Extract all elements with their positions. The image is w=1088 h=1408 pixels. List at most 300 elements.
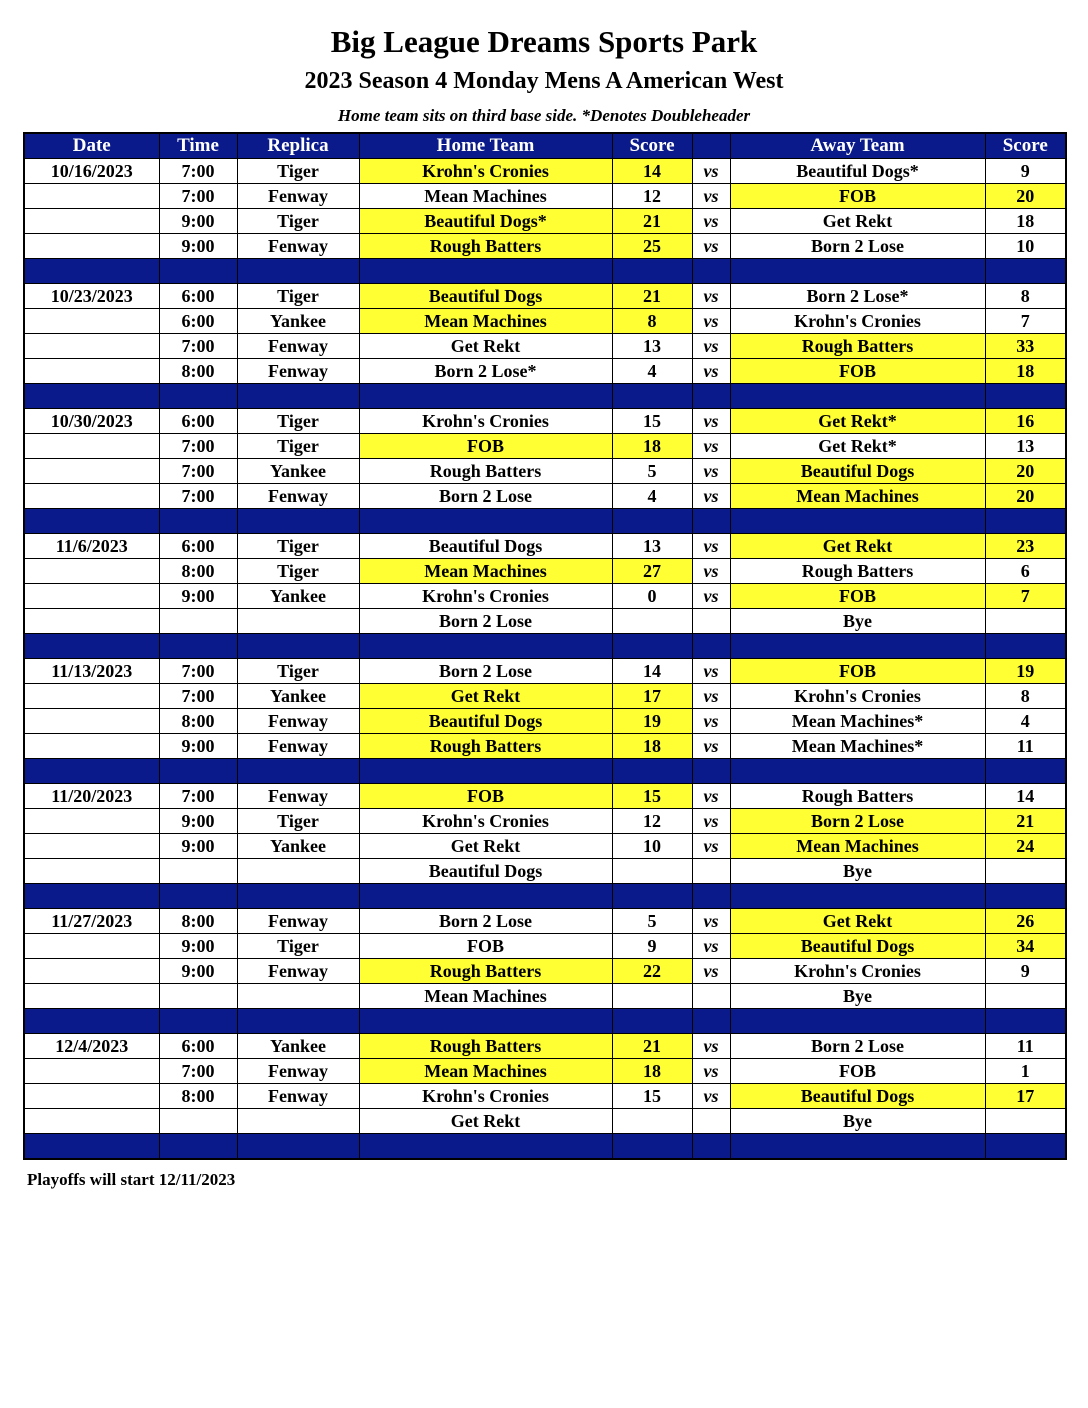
date-cell: 10/16/2023 [24,159,159,184]
away-score-cell: 20 [985,484,1066,509]
separator-cell [24,384,159,409]
game-row [24,959,1066,984]
replica-cell: Tiger [237,434,359,459]
replica-cell: Fenway [237,959,359,984]
separator-cell [692,759,730,784]
vs-cell: vs [692,934,730,959]
game-row [24,234,1066,259]
time-cell: 8:00 [159,1084,237,1109]
separator-cell [985,259,1066,284]
away-score-cell: 14 [985,784,1066,809]
away-team-cell: Beautiful Dogs [730,934,985,959]
replica-cell: Fenway [237,1084,359,1109]
separator-cell [24,884,159,909]
separator-cell [692,884,730,909]
separator-cell [730,884,985,909]
game-row [24,209,1066,234]
replica-cell: Fenway [237,909,359,934]
separator-cell [159,1134,237,1160]
away-team-cell: FOB [730,1059,985,1084]
away-team-cell: Beautiful Dogs [730,459,985,484]
away-score-cell: 19 [985,659,1066,684]
date-cell [24,934,159,959]
date-cell [24,209,159,234]
away-team-cell: Born 2 Lose [730,234,985,259]
separator-cell [985,759,1066,784]
replica-cell: Yankee [237,1034,359,1059]
home-team-cell: FOB [359,434,612,459]
time-cell: 9:00 [159,584,237,609]
date-cell [24,684,159,709]
away-score-cell: 21 [985,809,1066,834]
date-cell [24,1084,159,1109]
date-cell [24,334,159,359]
vs-cell: vs [692,834,730,859]
game-row [24,334,1066,359]
game-row [24,834,1066,859]
away-score-cell: 7 [985,309,1066,334]
separator-cell [359,884,612,909]
time-cell: 6:00 [159,534,237,559]
date-cell [24,959,159,984]
week-separator-row [24,884,1066,909]
time-cell [159,1109,237,1134]
away-score-cell: 23 [985,534,1066,559]
date-cell [24,309,159,334]
home-score-cell: 10 [612,834,692,859]
separator-cell [985,509,1066,534]
time-cell: 9:00 [159,934,237,959]
separator-cell [24,1134,159,1160]
away-score-cell [985,859,1066,884]
separator-cell [159,259,237,284]
home-team-cell: Mean Machines [359,984,612,1009]
separator-cell [730,759,985,784]
home-team-cell: Beautiful Dogs [359,709,612,734]
separator-cell [359,509,612,534]
date-cell [24,184,159,209]
date-cell [24,434,159,459]
replica-cell: Tiger [237,409,359,434]
separator-cell [24,259,159,284]
home-score-cell: 14 [612,159,692,184]
home-team-cell: Rough Batters [359,1034,612,1059]
separator-cell [359,1134,612,1160]
game-row [24,184,1066,209]
game-row [24,734,1066,759]
away-team-cell: Krohn's Cronies [730,684,985,709]
page-title: Big League Dreams Sports Park [330,24,758,59]
header-row [24,133,1066,159]
away-team-cell: Mean Machines* [730,709,985,734]
separator-cell [692,509,730,534]
home-score-cell [612,984,692,1009]
date-cell [24,709,159,734]
separator-cell [612,1009,692,1034]
separator-cell [730,384,985,409]
game-row [24,534,1066,559]
game-row [24,1059,1066,1084]
away-score-cell: 24 [985,834,1066,859]
vs-cell: vs [692,284,730,309]
time-cell: 7:00 [159,184,237,209]
replica-cell: Tiger [237,284,359,309]
time-cell: 8:00 [159,359,237,384]
home-score-cell: 4 [612,359,692,384]
vs-cell: vs [692,359,730,384]
replica-cell: Yankee [237,584,359,609]
date-cell [24,734,159,759]
away-team-cell: Krohn's Cronies [730,959,985,984]
separator-cell [985,1009,1066,1034]
separator-cell [237,259,359,284]
vs-cell [692,1109,730,1134]
game-row [24,709,1066,734]
vs-cell: vs [692,684,730,709]
away-team-cell: Mean Machines [730,834,985,859]
game-row [24,159,1066,184]
home-score-cell: 5 [612,459,692,484]
time-cell: 8:00 [159,709,237,734]
date-cell [24,1059,159,1084]
date-cell [24,484,159,509]
home-score-cell: 27 [612,559,692,584]
home-score-cell [612,859,692,884]
home-score-cell: 21 [612,1034,692,1059]
away-team-cell: Bye [730,859,985,884]
date-cell: 11/20/2023 [24,784,159,809]
replica-cell: Tiger [237,934,359,959]
week-separator-row [24,634,1066,659]
away-score-cell: 11 [985,734,1066,759]
time-cell: 6:00 [159,284,237,309]
game-row [24,559,1066,584]
date-cell [24,984,159,1009]
vs-cell: vs [692,209,730,234]
vs-cell: vs [692,709,730,734]
home-team-cell: Born 2 Lose [359,909,612,934]
home-score-cell: 18 [612,734,692,759]
home-team-cell: Krohn's Cronies [359,1084,612,1109]
home-team-cell: Krohn's Cronies [359,809,612,834]
replica-cell [237,1109,359,1134]
separator-cell [692,259,730,284]
separator-cell [24,759,159,784]
home-team-cell: Mean Machines [359,309,612,334]
away-team-cell: Beautiful Dogs* [730,159,985,184]
home-team-cell: Mean Machines [359,184,612,209]
away-score-cell [985,609,1066,634]
vs-cell: vs [692,659,730,684]
date-cell [24,609,159,634]
week-separator-row [24,509,1066,534]
game-row [24,434,1066,459]
time-cell: 8:00 [159,559,237,584]
date-cell [24,834,159,859]
separator-cell [237,384,359,409]
home-score-cell: 12 [612,809,692,834]
separator-cell [612,509,692,534]
home-team-cell: Beautiful Dogs [359,859,612,884]
separator-cell [612,384,692,409]
away-team-cell: FOB [730,359,985,384]
home-team-cell: Rough Batters [359,234,612,259]
game-row [24,659,1066,684]
home-score-cell: 15 [612,784,692,809]
away-team-cell: Mean Machines* [730,734,985,759]
separator-cell [24,634,159,659]
replica-cell: Fenway [237,234,359,259]
replica-cell: Tiger [237,809,359,834]
home-team-cell: Get Rekt [359,834,612,859]
home-team-cell: Rough Batters [359,959,612,984]
date-cell [24,1109,159,1134]
replica-cell: Fenway [237,484,359,509]
home-score-cell: 19 [612,709,692,734]
game-row [24,784,1066,809]
time-cell: 9:00 [159,959,237,984]
separator-cell [159,384,237,409]
schedule-body [24,159,1066,1160]
date-cell [24,459,159,484]
game-row [24,484,1066,509]
replica-cell: Fenway [237,334,359,359]
date-cell [24,559,159,584]
home-score-cell: 9 [612,934,692,959]
separator-cell [985,1134,1066,1160]
home-score-cell: 21 [612,284,692,309]
away-team-cell: FOB [730,659,985,684]
separator-cell [612,759,692,784]
vs-cell: vs [692,309,730,334]
home-score-cell: 14 [612,659,692,684]
game-row [24,934,1066,959]
away-team-cell: Born 2 Lose [730,1034,985,1059]
time-cell: 7:00 [159,434,237,459]
vs-cell [692,859,730,884]
replica-cell: Fenway [237,184,359,209]
away-team-cell: Krohn's Cronies [730,309,985,334]
away-score-cell: 16 [985,409,1066,434]
replica-cell: Yankee [237,684,359,709]
home-score-cell: 5 [612,909,692,934]
week-separator-row [24,759,1066,784]
home-team-cell: Born 2 Lose [359,609,612,634]
game-row [24,609,1066,634]
home-score-cell: 12 [612,184,692,209]
date-cell: 12/4/2023 [24,1034,159,1059]
game-row [24,284,1066,309]
vs-cell: vs [692,909,730,934]
home-team-cell: Born 2 Lose* [359,359,612,384]
separator-cell [692,1009,730,1034]
separator-cell [24,509,159,534]
away-score-cell: 7 [985,584,1066,609]
home-score-cell: 18 [612,434,692,459]
home-team-cell: Beautiful Dogs* [359,209,612,234]
replica-cell: Fenway [237,359,359,384]
time-cell: 6:00 [159,1034,237,1059]
home-team-cell: Get Rekt [359,334,612,359]
away-team-cell: Rough Batters [730,334,985,359]
time-cell: 7:00 [159,659,237,684]
home-team-cell: Krohn's Cronies [359,409,612,434]
time-cell: 9:00 [159,234,237,259]
home-team-cell: Beautiful Dogs [359,284,612,309]
time-cell: 9:00 [159,734,237,759]
home-score-cell: 22 [612,959,692,984]
replica-cell: Fenway [237,734,359,759]
away-team-cell: Get Rekt* [730,434,985,459]
home-score-cell: 4 [612,484,692,509]
away-team-cell: Mean Machines [730,484,985,509]
home-score-cell: 0 [612,584,692,609]
date-cell: 10/30/2023 [24,409,159,434]
playoffs-note: Playoffs will start 12/11/2023 [27,1170,236,1189]
game-row [24,309,1066,334]
separator-cell [730,509,985,534]
away-team-cell: FOB [730,584,985,609]
away-team-cell: Rough Batters [730,784,985,809]
home-score-cell: 21 [612,209,692,234]
home-team-cell: Get Rekt [359,684,612,709]
replica-cell: Tiger [237,534,359,559]
home-team-cell: Born 2 Lose [359,659,612,684]
vs-cell: vs [692,184,730,209]
time-cell: 7:00 [159,1059,237,1084]
date-cell [24,859,159,884]
date-cell: 10/23/2023 [24,284,159,309]
home-team-cell: Rough Batters [359,734,612,759]
separator-cell [159,1009,237,1034]
schedule-table [23,132,1067,1160]
vs-cell: vs [692,784,730,809]
replica-cell: Fenway [237,784,359,809]
separator-cell [24,1009,159,1034]
week-separator-row [24,1009,1066,1034]
separator-cell [612,884,692,909]
separator-cell [237,759,359,784]
separator-cell [159,509,237,534]
away-score-cell: 9 [985,159,1066,184]
date-cell: 11/6/2023 [24,534,159,559]
time-cell: 7:00 [159,784,237,809]
page-subtitle: 2023 Season 4 Monday Mens A American West [304,68,784,94]
replica-cell: Yankee [237,459,359,484]
away-team-cell: Bye [730,1109,985,1134]
away-score-cell: 18 [985,209,1066,234]
time-cell [159,859,237,884]
away-score-cell: 8 [985,284,1066,309]
separator-cell [612,634,692,659]
home-team-cell: Get Rekt [359,1109,612,1134]
game-row [24,359,1066,384]
replica-cell: Yankee [237,309,359,334]
replica-cell [237,609,359,634]
date-cell: 11/27/2023 [24,909,159,934]
home-score-cell: 13 [612,334,692,359]
vs-cell [692,984,730,1009]
time-cell: 7:00 [159,484,237,509]
week-separator-row [24,384,1066,409]
away-score-cell: 26 [985,909,1066,934]
replica-cell: Tiger [237,659,359,684]
away-score-cell: 18 [985,359,1066,384]
game-row [24,1084,1066,1109]
time-cell: 7:00 [159,159,237,184]
game-row [24,409,1066,434]
separator-cell [359,1009,612,1034]
separator-cell [730,1009,985,1034]
vs-cell: vs [692,459,730,484]
vs-cell: vs [692,1084,730,1109]
separator-cell [159,759,237,784]
away-score-cell: 33 [985,334,1066,359]
home-score-cell: 15 [612,409,692,434]
home-score-cell: 25 [612,234,692,259]
col-replica-header: Replica [237,133,359,159]
col-away-team-header: Away Team [730,133,985,159]
separator-cell [985,384,1066,409]
vs-cell: vs [692,559,730,584]
home-team-cell: Born 2 Lose [359,484,612,509]
away-team-cell: Get Rekt [730,909,985,934]
vs-cell: vs [692,484,730,509]
away-team-cell: Bye [730,609,985,634]
vs-cell: vs [692,734,730,759]
separator-cell [237,1134,359,1160]
schedule-note: Home team sits on third base side. *Denotes Doubleheader [337,106,751,125]
time-cell: 7:00 [159,459,237,484]
separator-cell [730,1134,985,1160]
vs-cell: vs [692,334,730,359]
home-score-cell [612,609,692,634]
time-cell: 9:00 [159,809,237,834]
game-row [24,584,1066,609]
col-away-score-header: Score [985,133,1066,159]
separator-cell [692,1134,730,1160]
vs-cell: vs [692,434,730,459]
separator-cell [985,884,1066,909]
col-home-team-header: Home Team [359,133,612,159]
home-team-cell: Mean Machines [359,1059,612,1084]
away-team-cell: Rough Batters [730,559,985,584]
separator-cell [237,1009,359,1034]
away-score-cell: 34 [985,934,1066,959]
date-cell [24,234,159,259]
vs-cell: vs [692,234,730,259]
separator-cell [730,259,985,284]
replica-cell: Tiger [237,559,359,584]
separator-cell [359,759,612,784]
separator-cell [159,634,237,659]
vs-cell: vs [692,1059,730,1084]
time-cell [159,609,237,634]
col-time-header: Time [159,133,237,159]
separator-cell [237,634,359,659]
time-cell: 8:00 [159,909,237,934]
vs-cell: vs [692,959,730,984]
replica-cell [237,859,359,884]
vs-cell [692,609,730,634]
away-score-cell: 1 [985,1059,1066,1084]
game-row [24,1034,1066,1059]
time-cell: 7:00 [159,334,237,359]
away-team-cell: Beautiful Dogs [730,1084,985,1109]
home-score-cell: 15 [612,1084,692,1109]
home-team-cell: Krohn's Cronies [359,159,612,184]
replica-cell: Fenway [237,1059,359,1084]
